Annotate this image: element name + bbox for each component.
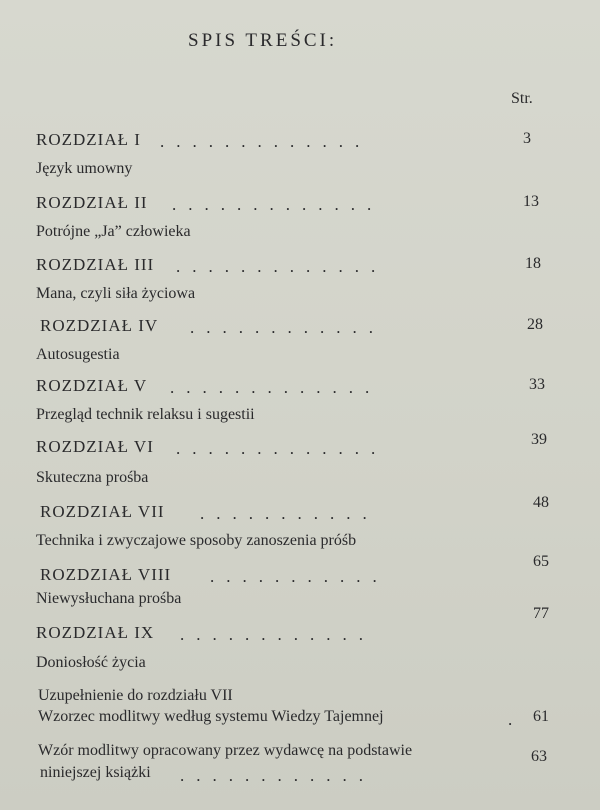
page-title: SPIS TREŚCI: bbox=[188, 30, 338, 51]
leader-dots: ............. bbox=[160, 132, 372, 151]
toc-chapter-row bbox=[0, 431, 600, 461]
chapter-subtitle: Doniosłość życia bbox=[36, 654, 146, 671]
leader-dots: ............. bbox=[170, 378, 382, 397]
leader-dots: ............ bbox=[190, 318, 385, 337]
leader-dots: ............. bbox=[176, 439, 388, 458]
chapter-label: ROZDZIAŁ VII bbox=[40, 502, 165, 521]
chapter-page-number: 28 bbox=[527, 316, 543, 333]
toc-chapter-row bbox=[0, 553, 600, 589]
chapter-label: ROZDZIAŁ III bbox=[36, 255, 155, 274]
appendix-row bbox=[0, 708, 600, 732]
appendix-page-number: 61 bbox=[533, 708, 549, 725]
chapter-subtitle: Przegląd technik relaksu i sugestii bbox=[36, 406, 255, 423]
toc-chapter-row bbox=[0, 255, 600, 279]
leader-dots: . bbox=[508, 710, 525, 729]
leader-dots: ............. bbox=[172, 195, 384, 214]
toc-chapter-row bbox=[0, 494, 600, 526]
leader-dots: ........... bbox=[200, 504, 379, 523]
chapter-subtitle: Język umowny bbox=[36, 160, 133, 177]
appendix-title: Uzupełnienie do rozdziału VII bbox=[38, 687, 233, 704]
appendix-item-text: Wzór modlitwy opracowany przez wydawcę na podstawie bbox=[38, 742, 413, 759]
chapter-page-number: 33 bbox=[529, 376, 545, 393]
chapter-page-number: 3 bbox=[523, 130, 531, 147]
toc-chapter-row bbox=[0, 376, 600, 400]
chapter-label: ROZDZIAŁ V bbox=[36, 376, 148, 395]
chapter-label: ROZDZIAŁ I bbox=[36, 130, 141, 149]
appendix-continuation-row bbox=[0, 764, 600, 788]
chapter-label: ROZDZIAŁ IX bbox=[36, 623, 155, 642]
chapter-subtitle: Technika i zwyczajowe sposoby zanoszenia próśb bbox=[36, 532, 357, 549]
appendix-item-text: Wzorzec modlitwy według systemu Wiedzy Tajemnej bbox=[38, 708, 384, 725]
chapter-page-number: 39 bbox=[531, 431, 547, 448]
chapter-subtitle: Niewysłuchana prośba bbox=[36, 590, 182, 607]
chapter-label: ROZDZIAŁ VIII bbox=[40, 565, 172, 584]
chapter-subtitle: Potrójne „Ja” człowieka bbox=[36, 223, 191, 240]
chapter-label: ROZDZIAŁ IV bbox=[40, 316, 159, 335]
leader-dots: ............ bbox=[180, 766, 375, 785]
chapter-page-number: 18 bbox=[525, 255, 541, 272]
chapter-label: ROZDZIAŁ VI bbox=[36, 437, 154, 456]
chapter-page-number: 77 bbox=[533, 605, 549, 622]
leader-dots: ........... bbox=[210, 567, 389, 586]
appendix-page-number: 63 bbox=[531, 748, 547, 765]
chapter-page-number: 65 bbox=[533, 553, 549, 570]
chapter-label: ROZDZIAŁ II bbox=[36, 193, 148, 212]
chapter-page-number: 48 bbox=[533, 494, 549, 511]
chapter-subtitle: Autosugestia bbox=[36, 346, 120, 363]
appendix-item-continuation: niniejszej książki bbox=[40, 764, 151, 781]
page-column-header: Str. bbox=[511, 90, 533, 107]
toc-chapter-row bbox=[0, 130, 600, 154]
leader-dots: ............. bbox=[176, 257, 388, 276]
toc-chapter-row bbox=[0, 316, 600, 340]
chapter-subtitle: Mana, czyli siła życiowa bbox=[36, 285, 196, 302]
chapter-page-number: 13 bbox=[523, 193, 539, 210]
toc-chapter-row bbox=[0, 605, 600, 647]
chapter-subtitle: Skuteczna prośba bbox=[36, 469, 149, 486]
appendix-row bbox=[0, 742, 600, 766]
leader-dots: ............ bbox=[180, 625, 375, 644]
toc-chapter-row bbox=[0, 193, 600, 217]
